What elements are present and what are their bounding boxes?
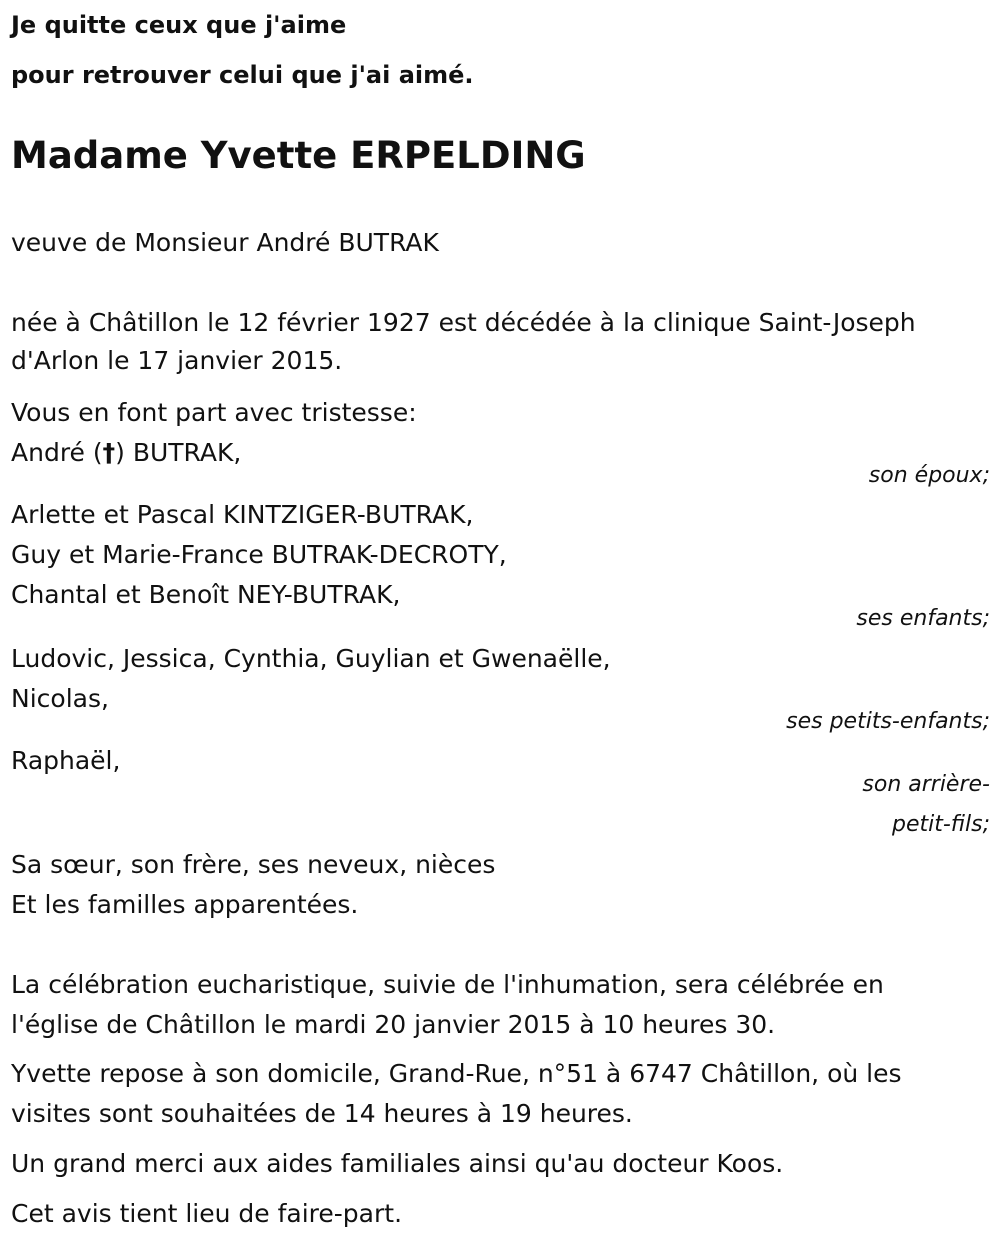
child-line: Guy et Marie-France BUTRAK-DECROTY,: [11, 540, 507, 569]
birth-death-line-1: née à Châtillon le 12 février 1927 est décédée à la clinique Saint-Joseph: [11, 308, 916, 337]
great-grandchild-role-line-2: petit-fils;: [891, 812, 990, 837]
great-grandchild-name: Raphaël,: [11, 746, 121, 775]
epigraph-line-1: Je quitte ceux que j'aime: [11, 11, 347, 39]
ceremony-line-1: La célébration eucharistique, suivie de l'inhumation, sera célébrée en: [11, 970, 884, 999]
ceremony-line-2: l'église de Châtillon le mardi 20 janvier 2015 à 10 heures 30.: [11, 1010, 776, 1039]
grandchild-line: Ludovic, Jessica, Cynthia, Guylian et Gwenaëlle,: [11, 644, 611, 673]
spouse-name-before: André (: [11, 438, 103, 467]
visit-line-1: Yvette repose à son domicile, Grand-Rue, n°51 à 6747 Châtillon, où les: [11, 1059, 902, 1088]
closing-note: Cet avis tient lieu de faire-part.: [11, 1199, 403, 1228]
spouse-name-after: ) BUTRAK,: [115, 438, 242, 467]
grandchildren-role: ses petits-enfants;: [786, 709, 990, 734]
widow-of: veuve de Monsieur André BUTRAK: [11, 228, 439, 257]
child-line: Arlette et Pascal KINTZIGER-BUTRAK,: [11, 500, 474, 529]
spouse-name: [11, 438, 241, 468]
other-relatives-line-2: Et les familles apparentées.: [11, 890, 359, 919]
cross-icon: †: [102, 438, 116, 467]
birth-death-line-2: d'Arlon le 17 janvier 2015.: [11, 346, 343, 375]
thanks: Un grand merci aux aides familiales ainsi qu'au docteur Koos.: [11, 1149, 784, 1178]
announcement: Vous en font part avec tristesse:: [11, 398, 417, 427]
child-line: Chantal et Benoît NEY-BUTRAK,: [11, 580, 401, 609]
children-role: ses enfants;: [856, 606, 990, 631]
grandchild-line: Nicolas,: [11, 684, 109, 713]
other-relatives-line-1: Sa sœur, son frère, ses neveux, nièces: [11, 850, 496, 879]
deceased-name: Madame Yvette ERPELDING: [11, 134, 586, 177]
epigraph-line-2: pour retrouver celui que j'ai aimé.: [11, 61, 474, 89]
great-grandchild-role-line-1: son arrière-: [862, 772, 990, 797]
visit-line-2: visites sont souhaitées de 14 heures à 19 heures.: [11, 1099, 633, 1128]
spouse-role: son époux;: [868, 463, 990, 488]
